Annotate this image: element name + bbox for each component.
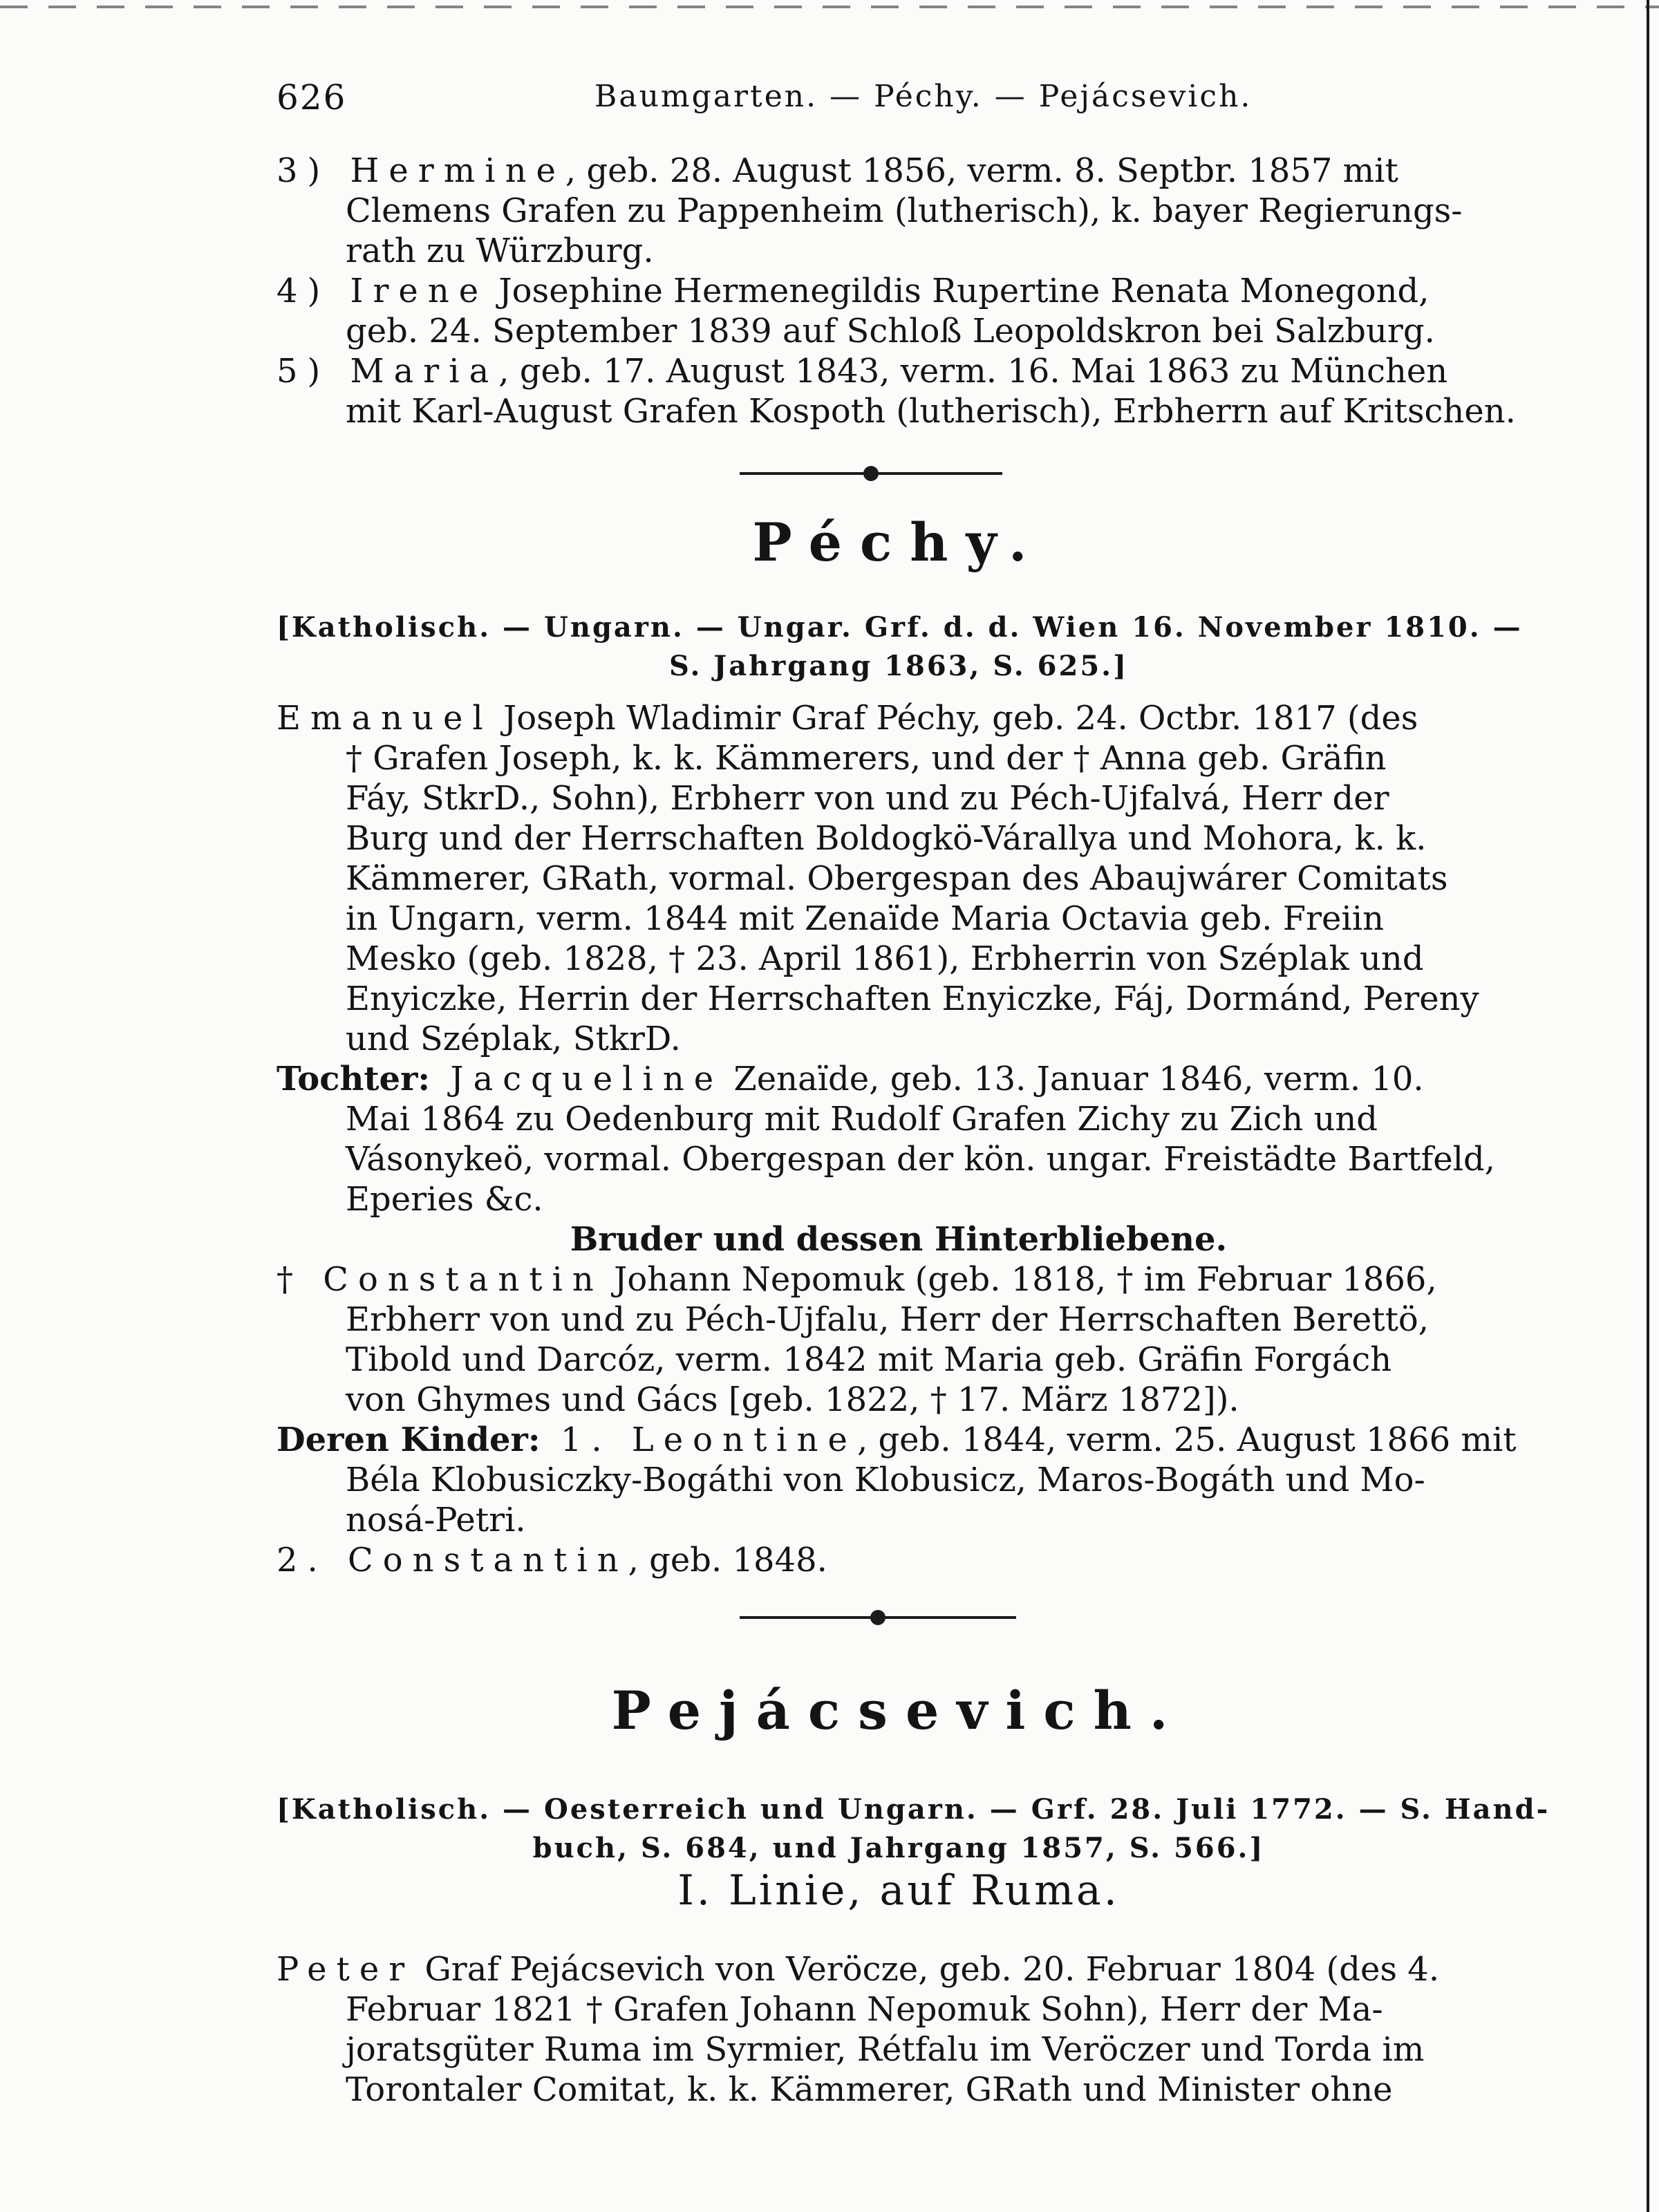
entry-line: 5) Maria, geb. 17. August 1843, verm. 16. Mai 1863 zu München bbox=[276, 352, 1448, 391]
entry-line: † Grafen Joseph, k. k. Kämmerers, und der † Anna geb. Gräfin bbox=[346, 739, 1387, 778]
entry-line: geb. 24. September 1839 auf Schloß Leopoldskron bei Salzburg. bbox=[346, 312, 1435, 350]
entry-line: Vásonykeö, vormal. Obergespan der kön. ungar. Freistädte Bartfeld, bbox=[346, 1140, 1495, 1179]
entry-line: Peter Graf Pejácsevich von Veröcze, geb. 20. Februar 1804 (des 4. bbox=[276, 1950, 1440, 1989]
entry-line: Erbherr von und zu Péch-Ujfalu, Herr der Herrschaften Berettö, bbox=[346, 1300, 1430, 1339]
entry-line: joratsgüter Ruma im Syrmier, Rétfalu im Veröczer und Torda im bbox=[346, 2030, 1425, 2069]
section-title-pejacsevich: Pejácsevich. bbox=[611, 1680, 1186, 1741]
entry-line: 3) Hermine, geb. 28. August 1856, verm. 8. Septbr. 1857 mit bbox=[276, 151, 1398, 190]
pejacsevich-bracket bbox=[276, 1790, 1550, 1868]
line-heading: I. Linie, auf Ruma. bbox=[677, 1866, 1120, 1915]
entry-line: Enyiczke, Herrin der Herrschaften Enyiczke, Fáj, Dormánd, Pereny bbox=[346, 980, 1479, 1018]
entry-line: und Széplak, StkrD. bbox=[346, 1020, 681, 1058]
bracket-line: [Katholisch. — Oesterreich und Ungarn. — Grf. 28. Juli 1772. — S. Hand- bbox=[276, 1793, 1550, 1826]
entry-line: 2. Constantin, geb. 1848. bbox=[276, 1541, 827, 1580]
entry-line: Mai 1864 zu Oedenburg mit Rudolf Grafen Zichy zu Zich und bbox=[346, 1100, 1378, 1138]
entry-line: Deren Kinder: 1. Leontine, geb. 1844, verm. 25. August 1866 mit bbox=[276, 1421, 1517, 1459]
entry-line: Eperies &c. bbox=[346, 1180, 543, 1219]
entry-line: Fáy, StkrD., Sohn), Erbherr von und zu Péch-Ujfalvá, Herr der bbox=[346, 779, 1389, 818]
bracket-line: [Katholisch. — Ungarn. — Ungar. Grf. d. d. Wien 16. November 1810. — bbox=[276, 611, 1523, 644]
entry-line: Tochter: Jacqueline Zenaïde, geb. 13. Januar 1846, verm. 10. bbox=[276, 1060, 1424, 1098]
entry-line: mit Karl-August Grafen Kospoth (lutherisch), Erbherrn auf Kritschen. bbox=[346, 392, 1516, 431]
entry-line: † Constantin Johann Nepomuk (geb. 1818, † im Februar 1866, bbox=[276, 1260, 1437, 1299]
subsection-heading: Bruder und dessen Hinterbliebene. bbox=[570, 1220, 1228, 1259]
entry-line: nosá-Petri. bbox=[346, 1501, 526, 1539]
page-edge-line bbox=[1647, 0, 1649, 2212]
section-title-pechy: Péchy. bbox=[752, 512, 1045, 573]
entry-line: von Ghymes und Gács [geb. 1822, † 17. März 1872]). bbox=[346, 1380, 1239, 1419]
entry-line: Burg und der Herrschaften Boldogkö-Várallya und Mohora, k. k. bbox=[346, 819, 1427, 858]
entry-line: Kämmerer, GRath, vormal. Obergespan des Abaujwárer Comitats bbox=[346, 859, 1448, 898]
pechy-head-entry bbox=[276, 698, 1521, 1580]
entry-line: Emanuel Joseph Wladimir Graf Péchy, geb. 24. Octbr. 1817 (des bbox=[276, 699, 1418, 738]
section-divider-ornament bbox=[740, 1607, 1016, 1628]
entry-line: in Ungarn, verm. 1844 mit Zenaïde Maria Octavia geb. Freiin bbox=[346, 899, 1385, 938]
pechy-bracket bbox=[276, 608, 1521, 686]
running-title: Baumgarten. — Péchy. — Pejácsevich. bbox=[594, 79, 1253, 114]
entry-line: Tibold und Darcóz, verm. 1842 mit Maria geb. Gräfin Forgách bbox=[346, 1340, 1392, 1379]
entry-line: Béla Klobusiczky-Bogáthi von Klobusicz, Maros-Bogáth und Mo- bbox=[346, 1461, 1425, 1499]
entry-line: Mesko (geb. 1828, † 23. April 1861), Erbherrin von Széplak und bbox=[346, 939, 1424, 978]
entry-line: Torontaler Comitat, k. k. Kämmerer, GRath und Minister ohne bbox=[346, 2070, 1393, 2109]
page-number: 626 bbox=[276, 77, 347, 118]
entry-line: Clemens Grafen zu Pappenheim (lutherisch), k. bayer Regierungs- bbox=[346, 191, 1463, 230]
baumgarten-children bbox=[276, 151, 1521, 431]
entry-line: Februar 1821 † Grafen Johann Nepomuk Sohn), Herr der Ma- bbox=[346, 1990, 1383, 2029]
entry-line: rath zu Würzburg. bbox=[346, 232, 654, 270]
bracket-line: buch, S. 684, und Jahrgang 1857, S. 566.] bbox=[532, 1832, 1265, 1864]
page-header bbox=[276, 77, 1521, 126]
entry-line: 4) Irene Josephine Hermenegildis Rupertine Renata Monegond, bbox=[276, 272, 1430, 310]
section-divider-ornament bbox=[740, 463, 1002, 484]
top-scan-artifact bbox=[0, 6, 1659, 8]
pejacsevich-entry bbox=[276, 1949, 1521, 2110]
bracket-line: S. Jahrgang 1863, S. 625.] bbox=[668, 650, 1128, 682]
